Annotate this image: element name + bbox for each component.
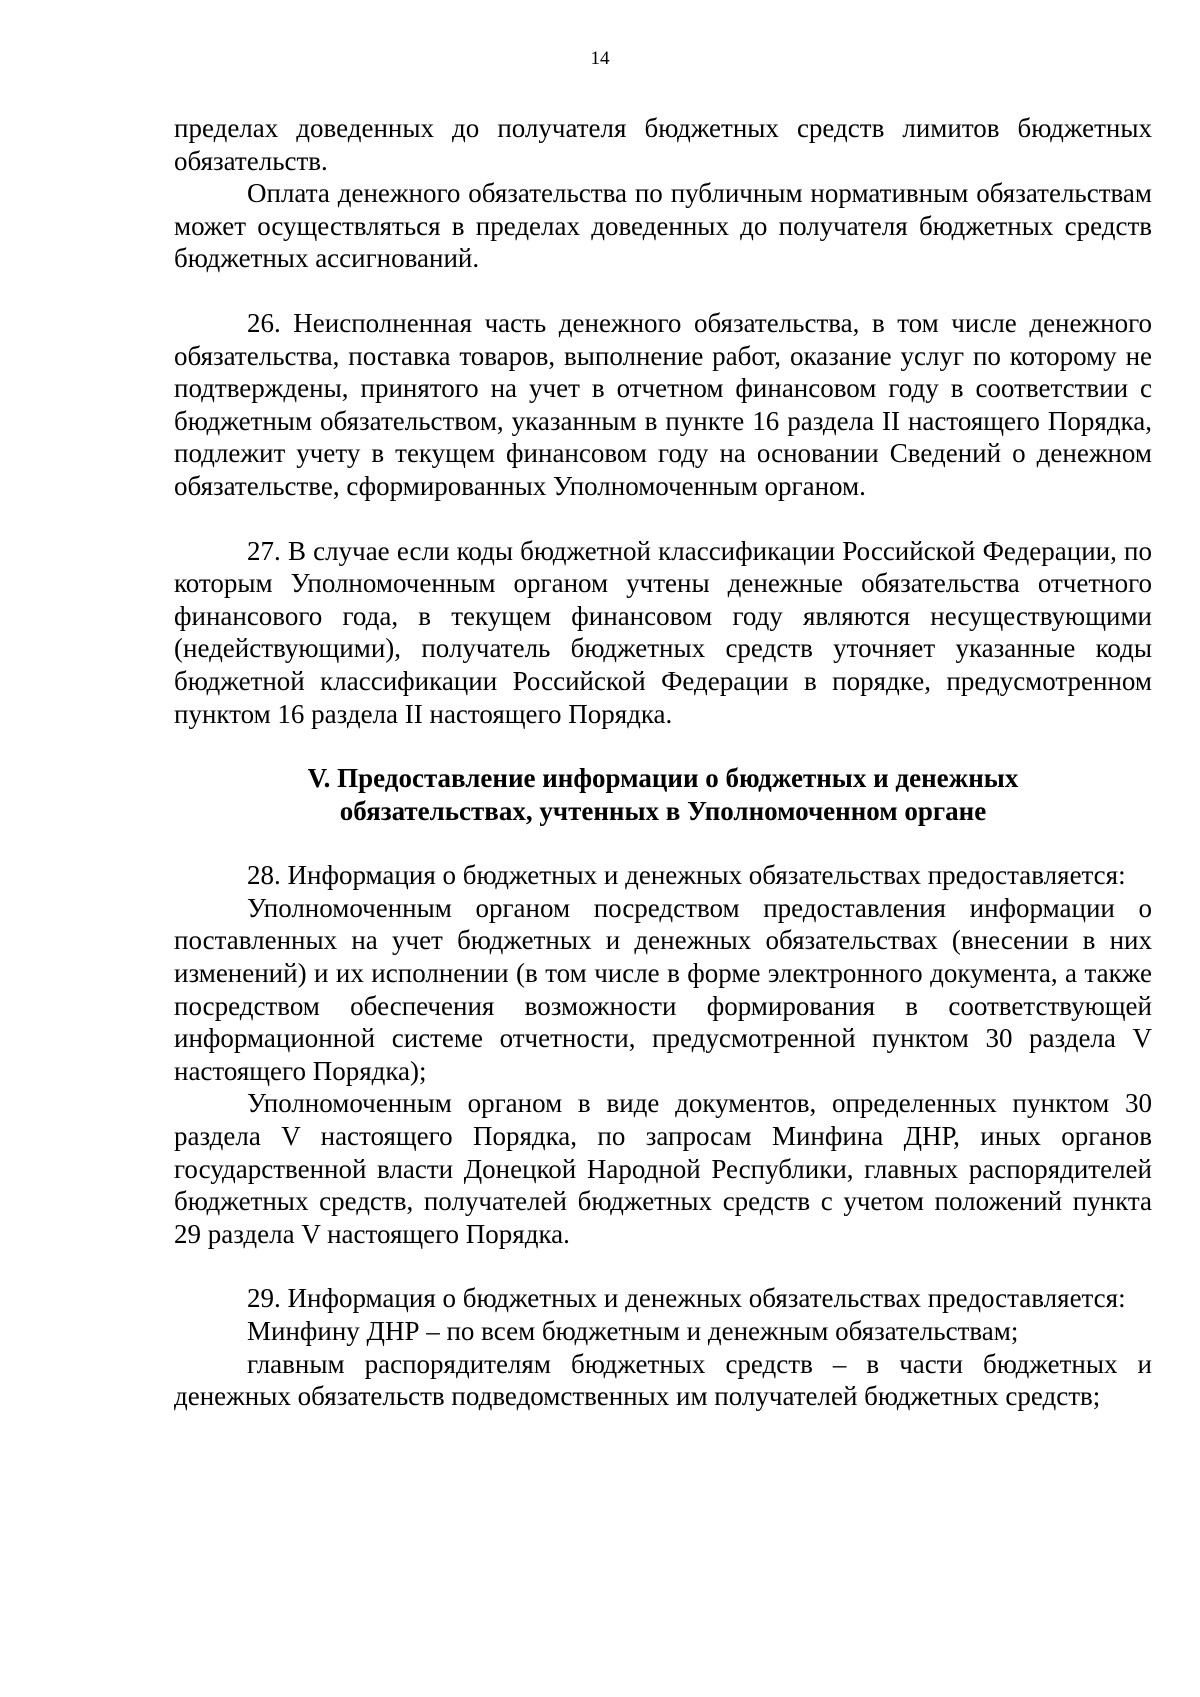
paragraph-payment: Оплата денежного обязательства по публичным нормативным обязательствам может осуществляться в пределах доведенных до получателя бюджетных средств бюджетных ассигнований. [174,178,1152,274]
paragraph-26: 26. Неисполненная часть денежного обязательства, в том числе денежного обязательства, поставка товаров, выполнение работ, оказание услуг по которому не подтверждены, принятого на учет в отчетном финансовом году в соответствии с бюджетным обязательством, указанным в пункте 16 раздела II настоящего Порядка, подлежит учету в текущем финансовом году на основании Сведений о денежном обязательстве, сформированных Уполномоченным органом. [174,307,1152,501]
section-heading-line-2: обязательствах, учтенных в Уполномоченном органе [339,795,987,826]
paragraph-29-item-b: главным распорядителям бюджетных средств – в части бюджетных и денежных обязательств подведомственных им получателей бюджетных средств; [174,1348,1152,1412]
paragraph-27: 27. В случае если коды бюджетной классификации Российской Федерации, по которым Уполномоченным органом учтены денежные обязательства отчетного финансового года, в текущем финансовом году являются несуществующими (недействующими), получатель бюджетных средств уточняет указанные коды бюджетной классификации Российской Федерации в порядке, предусмотренном пунктом 16 раздела II настоящего Порядка. [174,535,1152,729]
paragraph-28-item-b: Уполномоченным органом в виде документов, определенных пунктом 30 раздела V настоящего Порядка, по запросам Минфина ДНР, иных органов государственной власти Донецкой Народной Республики, главных распорядителей бюджетных средств, получателей бюджетных средств с учетом положений пункта 29 раздела V настоящего Порядка. [174,1088,1152,1249]
section-heading [174,762,1152,827]
document-body [174,112,1152,1413]
paragraph-28: 28. Информация о бюджетных и денежных обязательствах предоставляется: [247,860,1126,891]
paragraph-29-item-a: Минфину ДНР – по всем бюджетным и денежным обязательствам; [247,1316,1019,1346]
paragraph-29: 29. Информация о бюджетных и денежных обязательствах предоставляется: [247,1283,1126,1314]
section-heading-line-1: V. Предоставление информации о бюджетных и денежных [307,763,1019,794]
paragraph-continuation: пределах доведенных до получателя бюджетных средств лимитов бюджетных обязательств. [174,113,1152,176]
paragraph-28-item-a: Уполномоченным органом посредством предоставления информации о поставленных на учет бюджетных и денежных обязательствах (внесении в них изменений) и их исполнении (в том числе в форме электронного документа, а также посредством обеспечения возможности формирования в соответствующей информационной системе отчетности, предусмотренной пунктом 30 раздела V настоящего Порядка); [174,892,1152,1086]
page-number: 14 [590,48,610,69]
